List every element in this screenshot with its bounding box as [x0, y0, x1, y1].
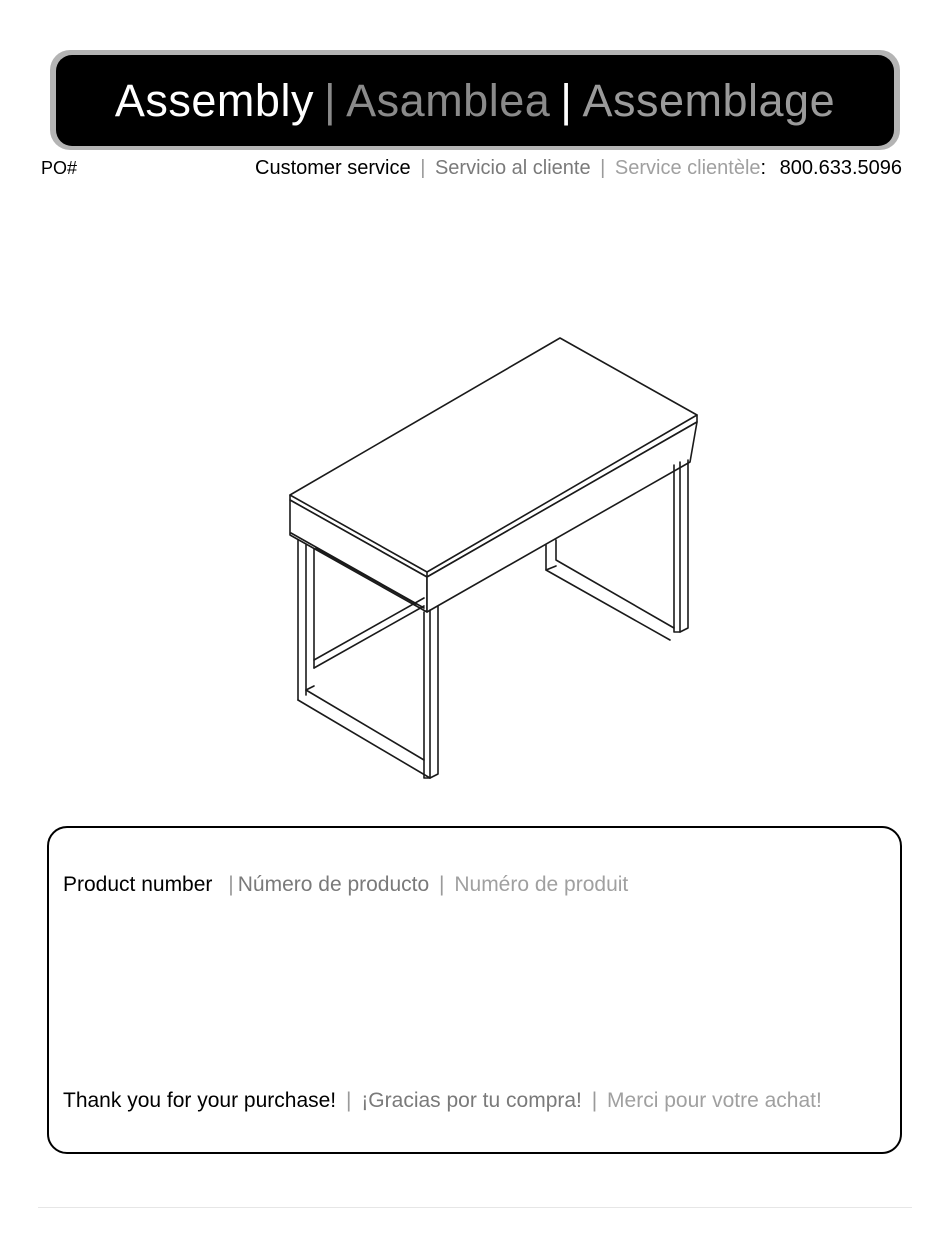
po-label: PO#	[41, 158, 78, 178]
thank-you-line	[63, 1089, 822, 1113]
customer-service-line	[255, 157, 902, 180]
thanks-es: ¡Gracias por tu compra!	[361, 1089, 582, 1112]
product-number-line	[63, 873, 628, 897]
customer-service-fr: Service clientèle	[614, 157, 761, 179]
title-separator: |	[323, 74, 337, 126]
separator: |	[228, 873, 234, 896]
footer-divider	[38, 1207, 912, 1208]
separator: |	[439, 873, 445, 896]
title-english: Assembly	[114, 74, 314, 126]
thanks-en: Thank you for your purchase!	[63, 1089, 337, 1112]
colon: :	[760, 157, 767, 179]
product-number-es: Número de producto	[237, 873, 430, 896]
customer-service-es: Servicio al cliente	[434, 157, 591, 179]
separator: |	[420, 157, 426, 179]
thanks-fr: Merci pour votre achat!	[607, 1089, 822, 1112]
separator: |	[591, 1089, 598, 1112]
customer-service-en: Customer service	[255, 157, 411, 179]
title-separator: |	[560, 74, 573, 126]
header-banner	[56, 55, 894, 146]
title-french: Assemblage	[582, 74, 836, 126]
product-number-en: Product number	[63, 873, 213, 896]
phone-number: 800.633.5096	[779, 157, 902, 179]
desk-line-drawing-icon	[280, 330, 710, 790]
product-number-fr: Numéro de produit	[454, 873, 629, 896]
separator: |	[600, 157, 606, 179]
separator: |	[346, 1089, 352, 1112]
title-spanish: Asamblea	[346, 74, 551, 126]
